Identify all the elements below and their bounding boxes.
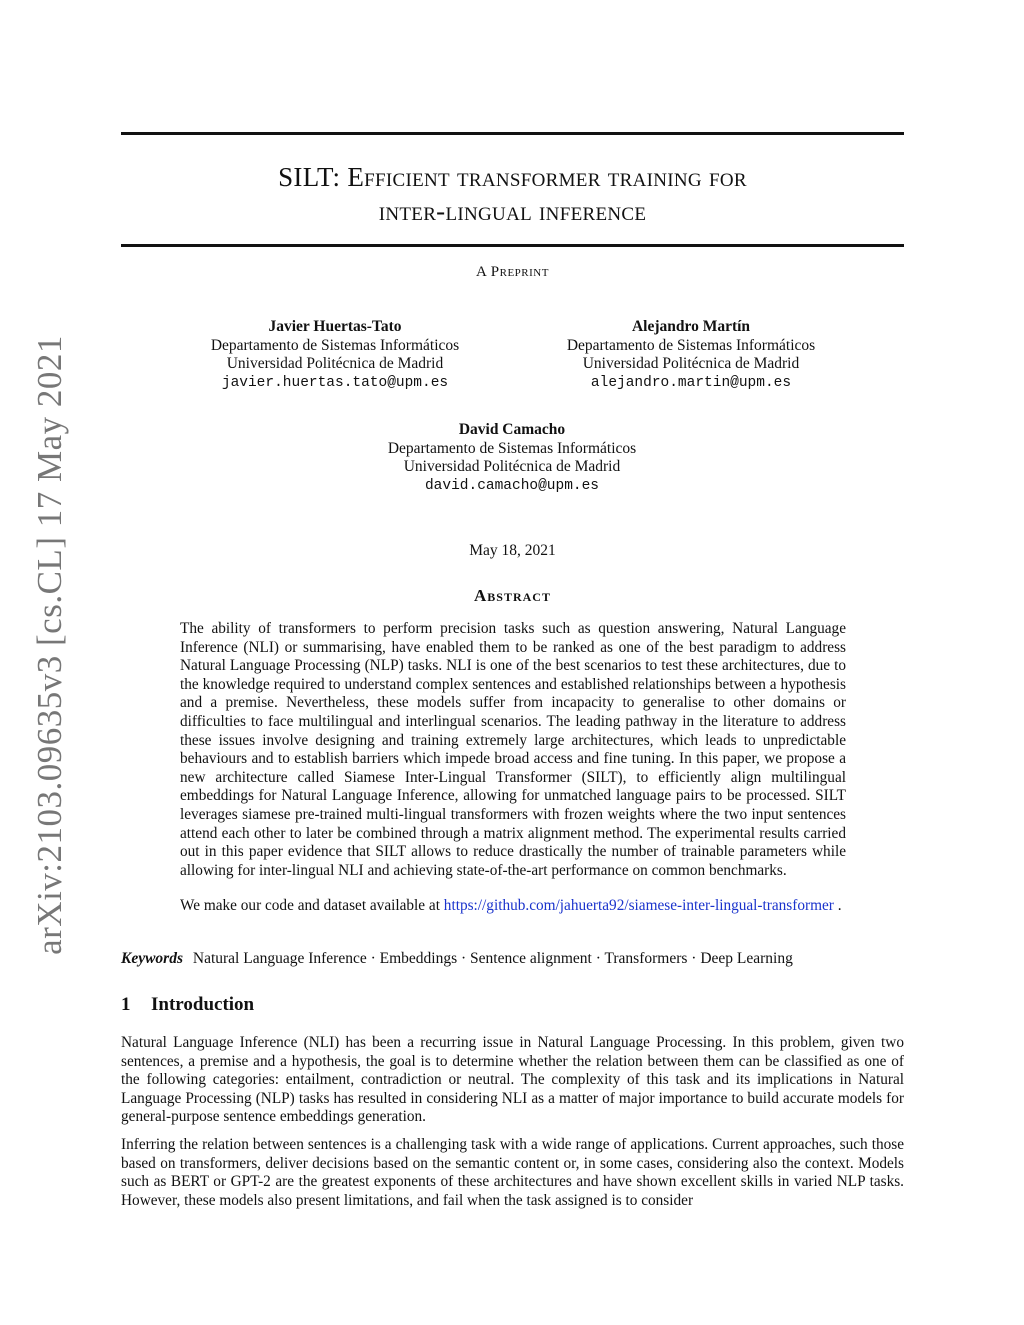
- publication-date: May 18, 2021: [469, 542, 556, 559]
- author-email[interactable]: alejandro.martin@upm.es: [590, 374, 792, 391]
- abstract-body: The ability of transformers to perform precision tasks such as question answering, Natural Language Inference (NLI) or summarising, have enabled them to be ranked as one of the best paradigm to address Natural Language Processing (NLP) tasks. NLI is one of the best scenarios to test these architectures, due to the knowledge required to understand complex sentences and established relationships between a hypothesis and a premise. Nevertheless, these models suffer from incapacity to generalise to other domains or difficulties to face multilingual and interlingual scenarios. The leading pathway in the literature to address these issues involve designing and training extremely large architectures, which leads to unpredictable behaviours and to establish barriers which impede broad access and fine tuning. In this paper, we propose a new architecture called Siamese Inter-Lingual Transformer (SILT), to efficiently align multilingual embeddings for Natural Language Inference, allowing for unmatched language pairs to be processed. SILT leverages siamese pre-trained multi-lingual transformers with frozen weights where the two input sentences attend each other to later be combined through a matrix alignment method. The experimental results carried out in this paper evidence that SILT allows to reduce drastically the number of trainable parameters while allowing for inter-lingual NLI and achieving state-of-the-art performance on common benchmarks.: [180, 620, 846, 879]
- abstract-heading: Abstract: [474, 586, 551, 605]
- title-part-2: fficient transformer training for: [364, 162, 747, 192]
- author-email[interactable]: javier.huertas.tato@upm.es: [221, 374, 449, 391]
- author-university: Universidad Politécnica de Madrid: [582, 355, 800, 372]
- section-number: 1: [121, 994, 131, 1015]
- abstract-code-availability: [180, 897, 846, 916]
- arxiv-identifier-stamp: arXiv:2103.09635v3 [cs.CL] 17 May 2021: [30, 335, 69, 955]
- author-department: Departamento de Sistemas Informáticos: [387, 439, 637, 457]
- code-availability-text: We make our code and dataset available at: [180, 897, 440, 914]
- author-university: Universidad Politécnica de Madrid: [226, 355, 444, 372]
- section-heading-introduction: [121, 994, 904, 1016]
- author-block-3: [347, 421, 677, 495]
- title-line-2: inter-lingual inference: [378, 196, 647, 226]
- title-top-rule: [121, 132, 904, 135]
- title-part-1: SILT: E: [278, 162, 365, 192]
- introduction-paragraph-1: Natural Language Inference (NLI) has been a recurring issue in Natural Language Processing. In this problem, given two sentences, a premise and a hypothesis, the goal is to determine whether the relation between them can be classified as one of the following categories: entailment, contradiction or neutral. The complexity of this task and its implications in Natural Language Processing (NLP) tasks has resulted in considering NLI as a matter of major importance to build accurate models for general-purpose sentence embeddings generation.: [121, 1034, 904, 1126]
- author-email[interactable]: david.camacho@upm.es: [424, 477, 600, 494]
- author-department: Departamento de Sistemas Informáticos: [566, 336, 816, 354]
- author-university: Universidad Politécnica de Madrid: [403, 458, 621, 475]
- introduction-paragraph-2: Inferring the relation between sentences is a challenging task with a wide range of applications. Current approaches, such those based on transformers, deliver decisions based on the semantic content or, in some cases, considering also the context. Models such as BERT or GPT-2 are the greatest exponents of these architectures and have shown excellent skills in varied NLP tasks. However, these models also present limitations, and fail when the task assigned is to consider: [121, 1136, 904, 1209]
- author-name: David Camacho: [458, 421, 566, 438]
- section-title: Introduction: [151, 994, 255, 1015]
- author-name: Javier Huertas-Tato: [268, 318, 402, 335]
- author-name: Alejandro Martín: [631, 318, 751, 335]
- author-block-1: [170, 318, 500, 392]
- author-department: Departamento de Sistemas Informáticos: [210, 336, 460, 354]
- title-bottom-rule: [121, 244, 904, 247]
- keywords-label: Keywords: [121, 950, 183, 967]
- author-block-2: [526, 318, 856, 392]
- paper-title: [121, 160, 904, 228]
- preprint-label: A Preprint: [476, 264, 549, 280]
- keywords-list: Natural Language Inference · Embeddings · Sentence alignment · Transformers · Deep Learning: [192, 950, 793, 967]
- code-availability-suffix: .: [837, 897, 842, 914]
- keywords: [121, 950, 904, 968]
- code-repository-link[interactable]: https://github.com/jahuerta92/siamese-inter-lingual-transformer: [443, 897, 834, 914]
